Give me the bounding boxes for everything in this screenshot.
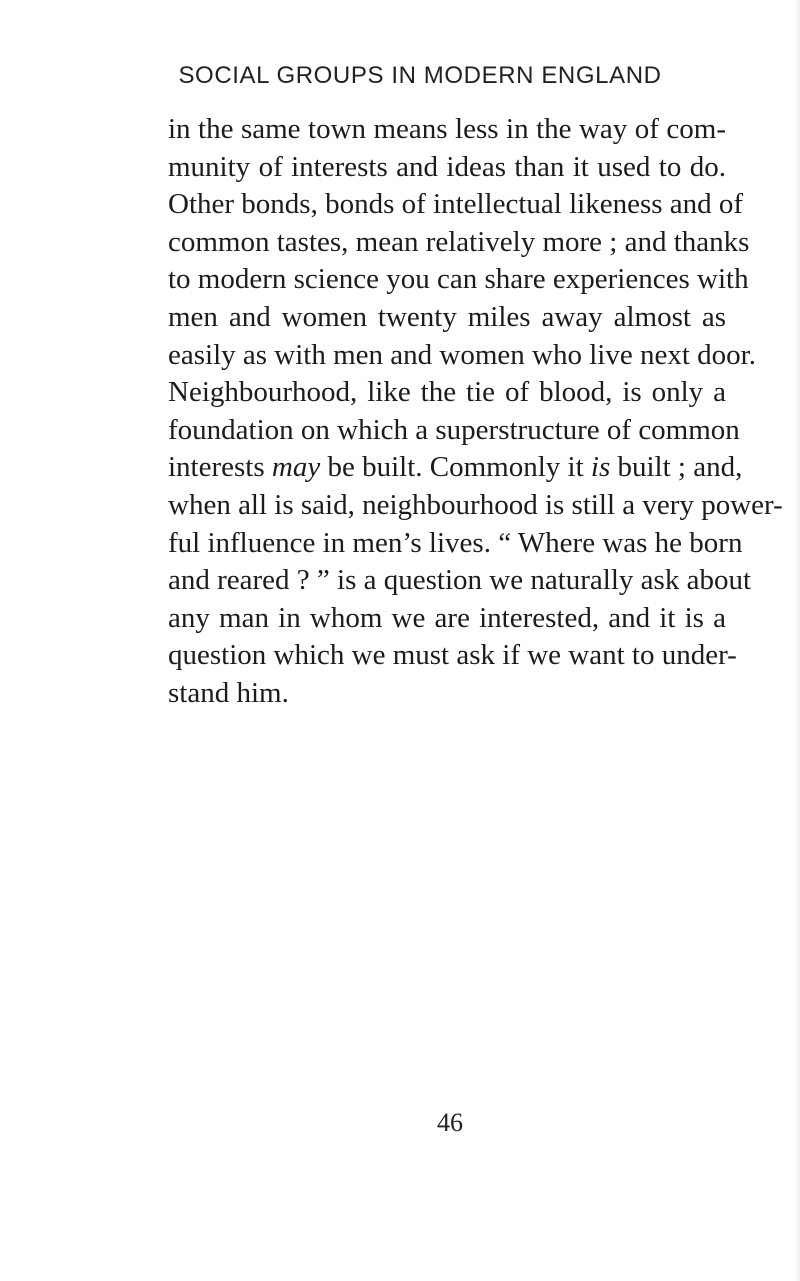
text-line-with-italics bbox=[168, 449, 743, 487]
text-line: when all is said, neighbourhood is still a very power- bbox=[168, 488, 783, 521]
page-edge bbox=[794, 0, 800, 1281]
line-segment: be built. Commonly it bbox=[320, 451, 591, 484]
italic-word: is bbox=[590, 451, 611, 484]
text-line: common tastes, mean relatively more ; and thanks bbox=[168, 225, 750, 258]
text-line: question which we must ask if we want to under- bbox=[168, 639, 737, 672]
text-line: men and women twenty miles away almost as bbox=[168, 300, 726, 333]
line-segment: built ; and, bbox=[610, 451, 743, 484]
text-line: to modern science you can share experiences with bbox=[168, 263, 749, 296]
running-header: SOCIAL GROUPS IN MODERN ENGLAND bbox=[178, 62, 662, 89]
page-number: 46 bbox=[437, 1108, 463, 1137]
italic-word: may bbox=[271, 451, 321, 484]
text-line: easily as with men and women who live next door. bbox=[168, 338, 756, 371]
text-line: stand him. bbox=[168, 676, 289, 709]
text-line: Neighbourhood, like the tie of blood, is only a bbox=[168, 376, 726, 409]
text-line: Other bonds, bonds of intellectual likeness and of bbox=[168, 188, 744, 221]
text-line: any man in whom we are interested, and it is a bbox=[168, 601, 726, 634]
line-segment: interests bbox=[168, 451, 272, 484]
text-line: foundation on which a superstructure of common bbox=[168, 413, 740, 446]
body-paragraph bbox=[168, 111, 783, 713]
text-line: in the same town means less in the way of com- bbox=[168, 113, 726, 145]
text-line: ful influence in men’s lives. “ Where was he born bbox=[168, 526, 743, 559]
text-line: munity of interests and ideas than it used to do. bbox=[168, 150, 726, 183]
text-line: and reared ? ” is a question we naturally ask about bbox=[168, 564, 752, 597]
